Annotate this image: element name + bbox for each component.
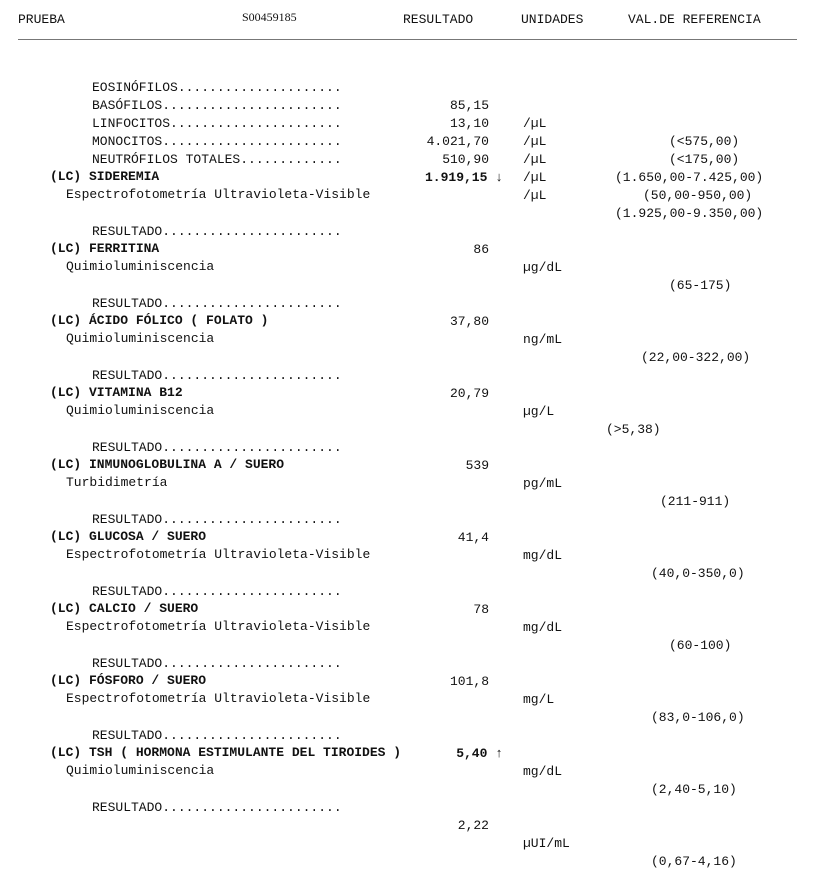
result-label: RESULTADO....................... bbox=[92, 224, 342, 239]
test-value: 510,90 bbox=[442, 152, 489, 167]
section-method: Quimioluminiscencia bbox=[66, 331, 215, 346]
test-value: 539 bbox=[465, 458, 489, 473]
result-label: RESULTADO....................... bbox=[92, 656, 342, 671]
test-unit: mg/dL bbox=[523, 620, 563, 635]
section-method: Espectrofotometría Ultravioleta-Visible bbox=[66, 547, 371, 562]
section-title-tsh: (LC) TSH ( HORMONA ESTIMULANTE DEL TIROIDES ) bbox=[50, 745, 402, 760]
test-unit: mg/L bbox=[523, 692, 555, 707]
test-name: MONOCITOS....................... bbox=[92, 134, 342, 149]
test-value-flagged-low: 1.919,15 ↓ bbox=[424, 170, 503, 185]
test-reference: (40,0-350,0) bbox=[651, 566, 745, 581]
test-reference: (211-911) bbox=[660, 494, 731, 509]
test-reference: (<175,00) bbox=[669, 152, 740, 167]
test-value: 41,4 bbox=[457, 530, 489, 545]
test-unit: µg/L bbox=[523, 404, 555, 419]
test-value: 20,79 bbox=[449, 386, 489, 401]
test-reference: (22,00-322,00) bbox=[641, 350, 751, 365]
result-label: RESULTADO....................... bbox=[92, 296, 342, 311]
test-reference: (>5,38) bbox=[606, 422, 661, 437]
test-reference: (0,67-4,16) bbox=[651, 854, 737, 869]
section-title-glucosa: (LC) GLUCOSA / SUERO bbox=[50, 529, 207, 544]
test-reference: (2,40-5,10) bbox=[651, 782, 737, 797]
test-name: BASÓFILOS....................... bbox=[92, 98, 342, 113]
section-title-fosforo: (LC) FÓSFORO / SUERO bbox=[50, 673, 207, 688]
section-title-vitamina-b12: (LC) VITAMINA B12 bbox=[50, 385, 183, 400]
test-unit: µUI/mL bbox=[523, 836, 570, 851]
result-label: RESULTADO....................... bbox=[92, 440, 342, 455]
sample-id: S00459185 bbox=[242, 10, 297, 24]
test-reference: (60-100) bbox=[669, 638, 732, 653]
test-value: 85,15 bbox=[449, 98, 489, 113]
result-label: RESULTADO....................... bbox=[92, 800, 342, 815]
section-method: Espectrofotometría Ultravioleta-Visible bbox=[66, 187, 371, 202]
test-unit: /µL bbox=[523, 134, 547, 149]
test-value: 101,8 bbox=[449, 674, 489, 689]
test-unit: /µL bbox=[523, 116, 547, 131]
test-value: 78 bbox=[473, 602, 489, 617]
result-label: RESULTADO....................... bbox=[92, 512, 342, 527]
section-method: Quimioluminiscencia bbox=[66, 259, 215, 274]
test-reference: (83,0-106,0) bbox=[651, 710, 745, 725]
test-value: 86 bbox=[473, 242, 489, 257]
result-label: RESULTADO....................... bbox=[92, 368, 342, 383]
test-unit: /µL bbox=[523, 170, 547, 185]
header-divider bbox=[18, 39, 797, 40]
test-reference: (1.650,00-7.425,00) bbox=[615, 170, 764, 185]
test-value: 4.021,70 bbox=[426, 134, 489, 149]
section-title-ferritina: (LC) FERRITINA bbox=[50, 241, 160, 256]
test-reference: (65-175) bbox=[669, 278, 732, 293]
test-name: EOSINÓFILOS..................... bbox=[92, 80, 342, 95]
result-row bbox=[0, 781, 819, 869]
section-method: Espectrofotometría Ultravioleta-Visible bbox=[66, 691, 371, 706]
test-value-flagged-high: 5,40 ↑ bbox=[456, 746, 503, 761]
column-header-referencia: VAL.DE REFERENCIA bbox=[628, 12, 761, 27]
column-header-prueba: PRUEBA bbox=[18, 12, 65, 27]
test-unit: /µL bbox=[523, 188, 547, 203]
test-unit: µg/dL bbox=[523, 260, 563, 275]
test-unit: ng/mL bbox=[523, 332, 563, 347]
test-reference: (1.925,00-9.350,00) bbox=[615, 206, 764, 221]
section-title-inmunoglobulina-a: (LC) INMUNOGLOBULINA A / SUERO bbox=[50, 457, 285, 472]
test-name: NEUTRÓFILOS TOTALES............. bbox=[92, 152, 342, 167]
section-title-sideremia: (LC) SIDEREMIA bbox=[50, 169, 160, 184]
test-reference: (<575,00) bbox=[669, 134, 740, 149]
test-reference: (50,00-950,00) bbox=[643, 188, 753, 203]
test-value: 37,80 bbox=[449, 314, 489, 329]
test-unit: mg/dL bbox=[523, 548, 563, 563]
section-method: Quimioluminiscencia bbox=[66, 763, 215, 778]
test-unit: /µL bbox=[523, 152, 547, 167]
test-value: 2,22 bbox=[457, 818, 489, 833]
test-value: 13,10 bbox=[449, 116, 489, 131]
section-method: Turbidimetría bbox=[66, 475, 168, 490]
section-title-acido-folico: (LC) ÁCIDO FÓLICO ( FOLATO ) bbox=[50, 313, 269, 328]
column-header-resultado: RESULTADO bbox=[403, 12, 474, 27]
section-title-calcio: (LC) CALCIO / SUERO bbox=[50, 601, 199, 616]
result-label: RESULTADO....................... bbox=[92, 584, 342, 599]
section-method: Quimioluminiscencia bbox=[66, 403, 215, 418]
test-name: LINFOCITOS...................... bbox=[92, 116, 342, 131]
test-unit: mg/dL bbox=[523, 764, 563, 779]
test-unit: pg/mL bbox=[523, 476, 563, 491]
section-method: Espectrofotometría Ultravioleta-Visible bbox=[66, 619, 371, 634]
result-label: RESULTADO....................... bbox=[92, 728, 342, 743]
column-header-unidades: UNIDADES bbox=[521, 12, 584, 27]
